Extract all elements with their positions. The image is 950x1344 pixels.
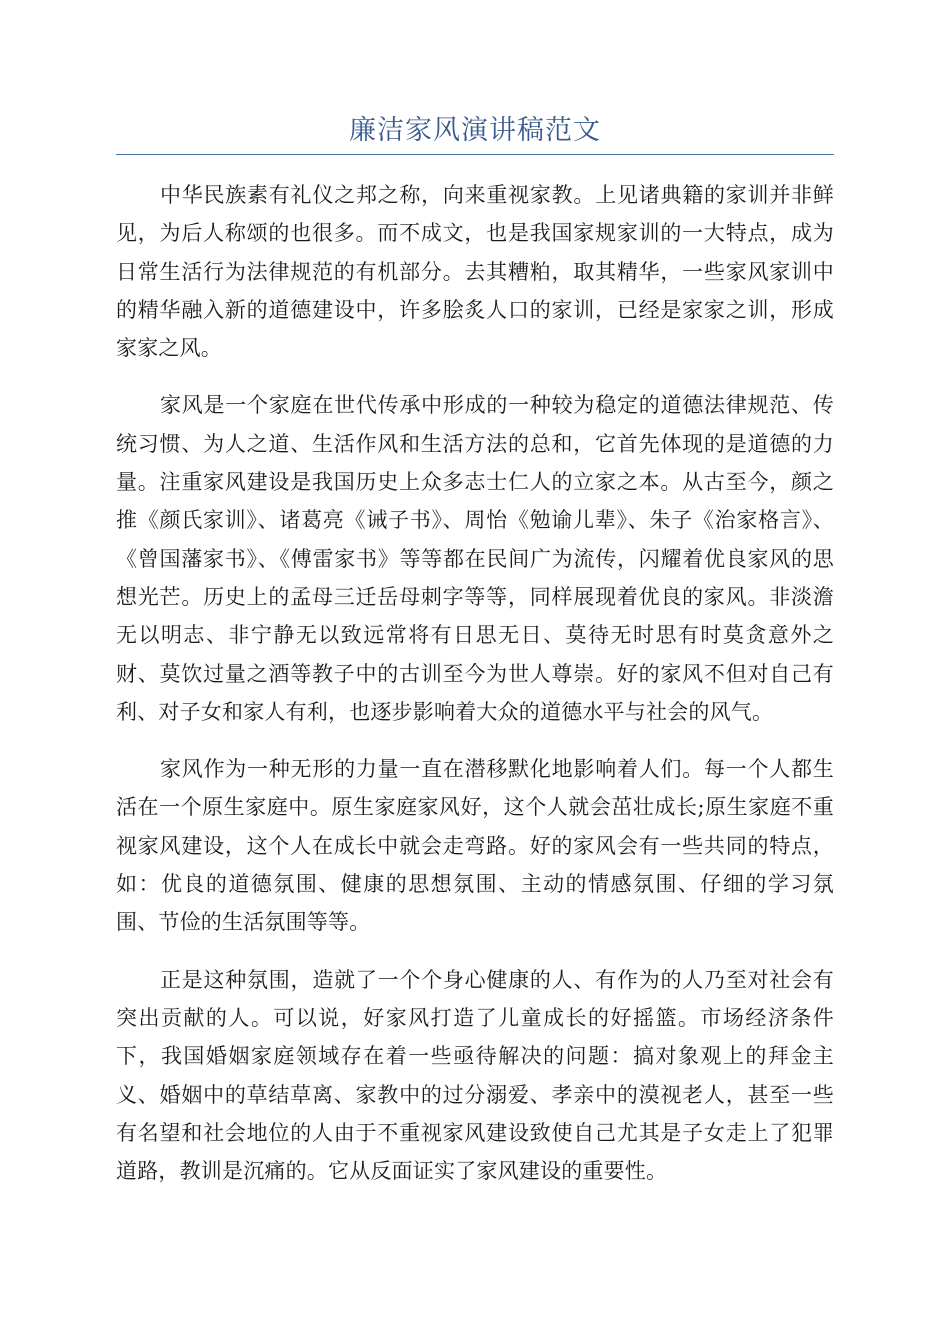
page-title: 廉洁家风演讲稿范文 (349, 115, 601, 146)
paragraph-2: 家风是一个家庭在世代传承中形成的一种较为稳定的道德法律规范、传统习惯、为人之道、生活作风和生活方法的总和，它首先体现的是道德的力量。注重家风建设是我国历史上众多志士仁人的立家之本。从古至今，颜之推《颜氏家训》、诸葛亮《诫子书》、周怡《勉谕儿辈》、朱子《治家格言》、《曾国藩家书》、《傅雷家书》等等都在民间广为流传，闪耀着优良家风的思想光芒。历史上的孟母三迁岳母刺字等等，同样展现着优良的家风。非淡澹无以明志、非宁静无以致远常将有日思无日、莫待无时思有时莫贪意外之财、莫饮过量之酒等教子中的古训至今为世人尊崇。好的家风不但对自己有利、对子女和家人有利，也逐步影响着大众的道德水平与社会的风气。 (116, 393, 834, 724)
paragraph-4: 正是这种氛围，造就了一个个身心健康的人、有作为的人乃至对社会有突出贡献的人。可以说，好家风打造了儿童成长的好摇篮。市场经济条件下，我国婚姻家庭领域存在着一些亟待解决的问题：搞对象观上的拜金主义、婚姻中的草结草离、家教中的过分溺爱、孝亲中的漠视老人，甚至一些有名望和社会地位的人由于不重视家风建设致使自己尤其是子女走上了犯罪道路，教训是沉痛的。它从反面证实了家风建设的重要性。 (116, 967, 834, 1184)
paragraph-3: 家风作为一种无形的力量一直在潜移默化地影响着人们。每一个人都生活在一个原生家庭中。原生家庭家风好，这个人就会茁壮成长;原生家庭不重视家风建设，这个人在成长中就会走弯路。好的家风会有一些共同的特点，如：优良的道德氛围、健康的思想氛围、主动的情感氛围、仔细的学习氛围、节俭的生活氛围等等。 (116, 757, 834, 935)
paragraph-1: 中华民族素有礼仪之邦之称，向来重视家教。上见诸典籍的家训并非鲜见，为后人称颂的也很多。而不成文，也是我国家规家训的一大特点，成为日常生活行为法律规范的有机部分。去其糟粕，取其精华，一些家风家训中的精华融入新的道德建设中，许多脍炙人口的家训，已经是家家之训，形成家家之风。 (116, 183, 834, 361)
title-underline (116, 154, 834, 155)
document-body (116, 176, 834, 1209)
